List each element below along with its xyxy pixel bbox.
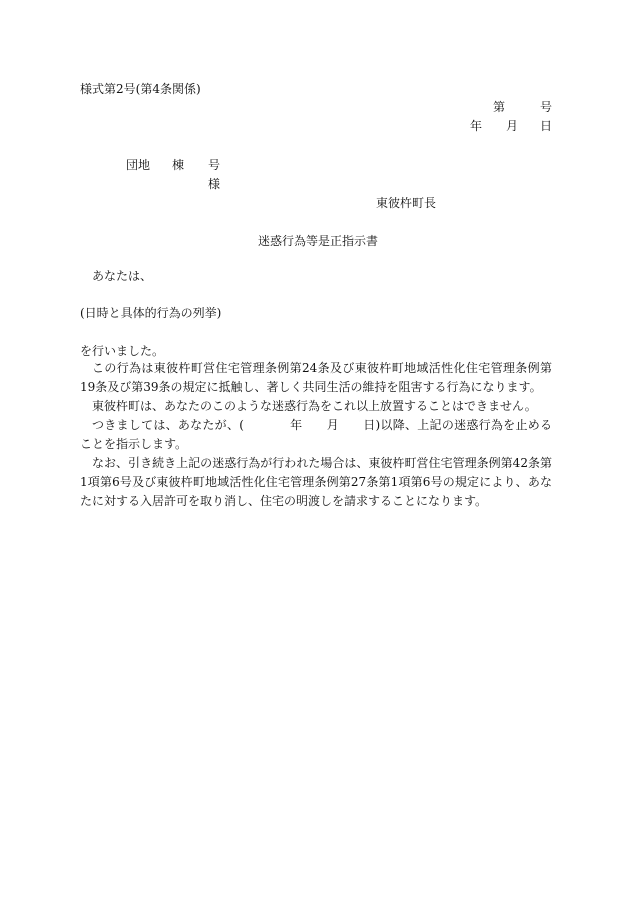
doc-number-suffix: 号 (540, 100, 553, 114)
addressee-sama: 様 (208, 177, 221, 191)
body-p3-start: つきましては、あなたが、( (92, 418, 244, 432)
body-p3-day: 日)以降、上記の迷惑行為を止めることを指示します。 (80, 418, 552, 451)
body-did: を行いました。 (80, 344, 165, 358)
sender: 東彼杵町長 (376, 196, 437, 210)
form-number: 様式第2号(第4条関係) (80, 82, 201, 96)
body-placeholder: (日時と具体的行為の列挙) (80, 306, 222, 320)
document-title: 迷惑行為等是正指示書 (258, 234, 379, 248)
date-day: 日 (540, 119, 553, 133)
body-paragraph-4: なお、引き続き上記の迷惑行為が行われた場合は、東彼杵町営住宅管理条例第42条第1項第6号及び東彼杵町地域活性化住宅管理条例第27条第1項第6号の規定により、あなたに対する入居許可を取り消し、住宅の明渡しを請求することになります。 (80, 456, 552, 508)
body-paragraph-1: この行為は東彼杵町営住宅管理条例第24条及び東彼杵町地域活性化住宅管理条例第19条及び第39条の規定に抵触し、著しく共同生活の維持を阻害する行為になります。 (80, 361, 552, 394)
date-month: 月 (506, 119, 519, 133)
addressee-danchi: 団地 (126, 158, 151, 172)
doc-number-prefix: 第 (493, 100, 506, 114)
addressee-tou: 棟 (172, 158, 185, 172)
addressee-gou: 号 (208, 158, 221, 172)
date-year: 年 (470, 119, 483, 133)
body-p3-year: 年 (289, 418, 303, 432)
body-intro: あなたは、 (92, 269, 153, 283)
body-paragraph-3 (80, 416, 552, 454)
body-paragraph-2: 東彼杵町は、あなたのこのような迷惑行為をこれ以上放置することはできません。 (92, 399, 537, 413)
body-p3-month: 月 (326, 418, 339, 432)
